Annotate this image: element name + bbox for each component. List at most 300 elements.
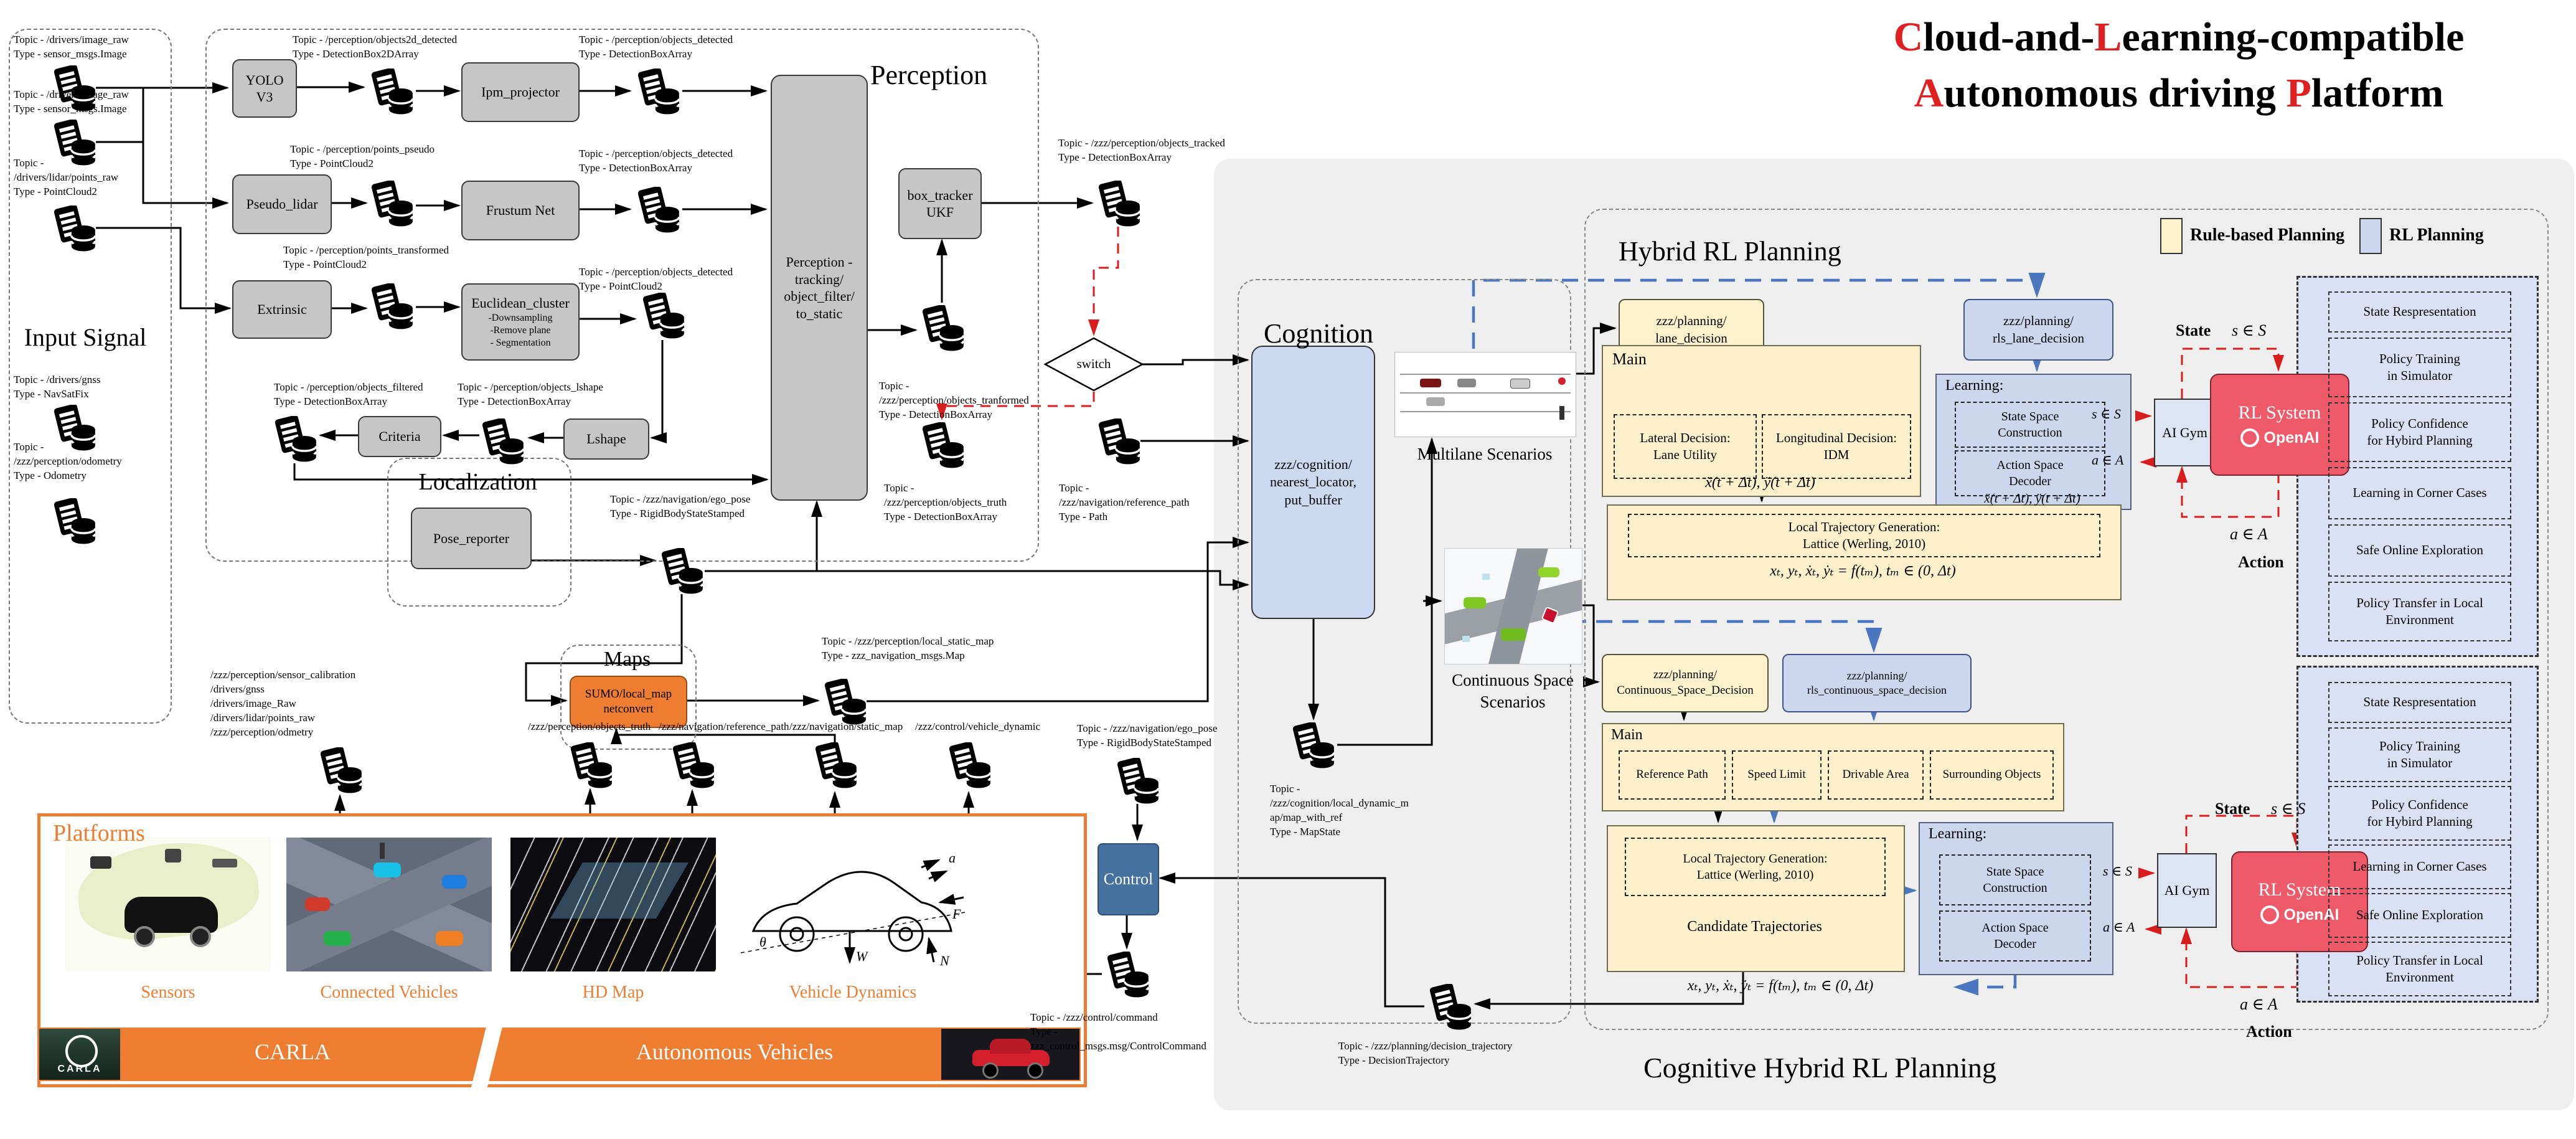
connected-vehicles-illustration <box>286 838 492 971</box>
feature-label: Policy Confidence <box>2371 796 2468 812</box>
localization-title: Localization <box>418 469 537 495</box>
openai-label: OpenAI <box>2263 428 2320 447</box>
feature-safe-exploration <box>2328 893 2511 938</box>
drivable-area-box <box>1828 750 1924 800</box>
database-icon <box>1104 952 1152 999</box>
database-icon <box>369 181 416 228</box>
action-label: Action <box>2238 553 2284 571</box>
multilane-scenario-illustration <box>1394 352 1576 437</box>
main-label: Main <box>1612 350 1647 368</box>
local-trajectory-generation-box <box>1628 514 2100 557</box>
action-label: Action <box>2246 1023 2292 1041</box>
topic-type: Type - Odometry <box>14 470 87 481</box>
box-label: Lateral Decision: <box>1640 430 1731 445</box>
topic-objects-filtered: Topic - /perception/objects_filtered <box>274 381 423 393</box>
node-label: YOLO <box>245 72 284 88</box>
topic-type: Type - RigidBodyStateStamped <box>610 508 745 519</box>
node-label: Extrinsic <box>257 301 307 318</box>
node-label: Control <box>1103 870 1154 888</box>
node-label: Perception - <box>786 254 853 270</box>
legend-label-rl: RL Planning <box>2389 225 2484 245</box>
topic-type: Type - PointCloud2 <box>290 158 374 169</box>
node-label: object_filter/ <box>784 288 855 304</box>
node-sublabel: -Remove plane <box>490 324 551 336</box>
topic-type: Type - DetectionBoxArray <box>884 511 997 522</box>
node-perception-tracking <box>771 75 868 501</box>
topic-odometry: /zzz/perception/odmetry <box>210 726 314 738</box>
box-label: State Space <box>2001 410 2059 423</box>
topic-objects-detected: Topic - /perception/objects_detected <box>579 148 733 159</box>
svg-text:θ: θ <box>759 934 766 950</box>
openai-icon <box>2240 428 2259 447</box>
node-label: RL System <box>2258 879 2341 900</box>
feature-label: Policy Training <box>2379 351 2461 366</box>
node-label: zzz/planning/ <box>1653 668 1718 682</box>
topic-type: Type - DetectionBoxArray <box>1058 151 1172 163</box>
radar-sensor-shape <box>90 856 111 869</box>
topic-image-raw-1: Topic - /drivers/image_raw <box>14 34 129 45</box>
feature-policy-transfer <box>2328 582 2511 641</box>
topic-points-pseudo: Topic - /perception/points_pseudo <box>290 143 435 155</box>
state-label: State <box>2176 321 2211 339</box>
lateral-decision-box <box>1614 414 1757 479</box>
topic-image-raw-2: Topic - /drivers/image_raw <box>14 88 129 100</box>
topic-reference-path: /zzz/navigation/reference_path <box>1059 496 1190 508</box>
state-element-label: s ∈ S <box>2092 406 2121 422</box>
continuous-scenario-illustration <box>1444 548 1582 664</box>
node-label: Frustum Net <box>486 202 555 219</box>
box-label: Construction <box>1998 426 2062 440</box>
node-label: Euclidean_cluster <box>471 295 570 311</box>
topic-control-command: Topic - /zzz/control/command <box>1030 1011 1158 1023</box>
lane-line <box>1400 392 1571 394</box>
car-shape <box>436 931 463 946</box>
node-label: rls_lane_decision <box>1993 330 2084 346</box>
platform-label-sensors: Sensors <box>141 983 195 1002</box>
node-label: zzz/planning/ <box>1846 669 1907 682</box>
database-icon <box>568 742 615 790</box>
node-sublabel: -Downsampling <box>488 312 553 323</box>
hybrid-rl-planning-title: Hybrid RL Planning <box>1619 236 1841 267</box>
node-pseudo-lidar <box>232 174 332 234</box>
topic-type: Type - PointCloud2 <box>579 280 662 292</box>
title-text: utonomous driving <box>1944 70 2287 116</box>
topic-type: Type - sensor_msgs.Image <box>14 48 127 60</box>
surrounding-objects-box <box>1930 750 2054 800</box>
node-label: netconvert <box>603 702 654 716</box>
topic-static-map-label: /zzz/navigation/static_map <box>789 721 903 732</box>
database-icon <box>946 742 994 790</box>
annotation-chip <box>1462 636 1470 642</box>
topic-gnss: /drivers/gnss <box>210 683 265 695</box>
box-label: State Space <box>1986 865 2044 879</box>
feature-corner-cases <box>2328 844 2511 889</box>
state-element-label: s ∈ S <box>2232 321 2267 339</box>
svg-text:a: a <box>949 850 956 866</box>
svg-text:W: W <box>856 948 868 964</box>
box-label: Surrounding Objects <box>1942 768 2041 782</box>
node-label: Criteria <box>378 428 421 445</box>
topic-vehicle-dynamic-label: /zzz/control/vehicle_dynamic <box>915 721 1041 732</box>
platform-label-hd-map: HD Map <box>582 983 644 1002</box>
node-euclidean-cluster <box>461 283 580 361</box>
node-label: nearest_locator, <box>1270 474 1356 490</box>
car-shape <box>1510 379 1530 389</box>
topic-image-raw: /drivers/image_Raw <box>210 697 296 709</box>
legend-swatch-rl <box>2359 218 2382 254</box>
box-label: Reference Path <box>1636 768 1708 782</box>
topic-type: Type - DetectionBoxArray <box>458 395 571 407</box>
topic-local-dynamic-map: /zzz/cognition/local_dynamic_m <box>1270 797 1409 809</box>
topic-type: Type - MapState <box>1270 826 1341 838</box>
reference-path-box <box>1619 750 1726 800</box>
feature-policy-training <box>2328 338 2511 397</box>
car-shape <box>442 875 467 889</box>
node-control <box>1098 843 1159 915</box>
node-label: Lshape <box>586 431 626 447</box>
lane-line <box>1400 411 1571 412</box>
node-label: box_tracker <box>907 187 973 203</box>
acceleration-equation: ẍ(t + Δt), ÿ(t + Δt) <box>1705 475 1815 491</box>
box-label: IDM <box>1823 447 1850 462</box>
box-label: Longitudinal Decision: <box>1775 430 1897 445</box>
box-label: Action Space <box>1981 921 2049 935</box>
title-red-p: P <box>2286 70 2311 116</box>
node-ai-gym-2 <box>2157 853 2217 928</box>
database-icon <box>369 283 416 331</box>
topic-type: Type - zzz_navigation_msgs.Map <box>822 650 965 661</box>
feature-label: Safe Online Exploration <box>2356 907 2484 923</box>
openai-label: OpenAI <box>2283 905 2339 924</box>
node-label: zzz/planning/ <box>2003 313 2074 329</box>
carla-logo-text: CARLA <box>57 1064 102 1074</box>
topic-type: Type - DecisionTrajectory <box>1338 1054 1450 1066</box>
topic-type: Type - NavSatFix <box>14 388 89 400</box>
topic-decision-trajectory: Topic - /zzz/planning/decision_trajectory <box>1338 1040 1513 1052</box>
svg-text:F: F <box>952 906 961 922</box>
node-label: AI Gym <box>2162 424 2207 440</box>
car-cabin-shape <box>990 1039 1031 1054</box>
topic-type: Type - PointCloud2 <box>283 258 367 270</box>
feature-safe-exploration <box>2328 524 2511 577</box>
longitudinal-decision-box <box>1762 414 1911 479</box>
node-rls-continuous-space-decision <box>1782 654 1972 712</box>
box-label: Lane Utility <box>1653 447 1718 462</box>
topic-gnss: Topic - /drivers/gnss <box>14 374 101 385</box>
node-ai-gym-1 <box>2154 399 2216 466</box>
platform-label-vehicle-dynamics: Vehicle Dynamics <box>789 983 917 1002</box>
box-label: Decoder <box>1994 937 2036 951</box>
wheel-shape <box>1027 1062 1043 1079</box>
feature-policy-training <box>2328 727 2511 782</box>
carla-bar-label: CARLA <box>254 1039 331 1064</box>
main-label: Main <box>1611 727 1643 743</box>
box-label: Lattice (Werling, 2010) <box>1696 868 1814 882</box>
car-shape <box>1538 567 1559 577</box>
state-element-label: s ∈ S <box>2103 863 2132 879</box>
feature-label: Learning in Corner Cases <box>2353 485 2487 501</box>
topic-odometry: Topic - <box>14 441 44 453</box>
switch-label: switch <box>1076 356 1111 371</box>
platform-label-connected-vehicles: Connected Vehicles <box>320 983 458 1002</box>
node-label: to_static <box>796 305 843 321</box>
database-icon <box>659 548 706 595</box>
topic-lidar-points: /dirvers/lidar/points_raw <box>210 712 316 724</box>
topic-reference-path-label: /zzz/navigation/reference_path <box>659 721 789 732</box>
annotation-chip <box>1482 574 1490 580</box>
topic-type: Type - sensor_msgs.Image <box>14 103 127 115</box>
action-space-decoder-box <box>1955 450 2105 496</box>
vehicle-dynamics-illustration <box>735 838 971 971</box>
database-icon <box>1096 418 1143 466</box>
node-lshape <box>563 418 649 460</box>
database-icon <box>1427 984 1474 1031</box>
traffic-light-shape <box>380 843 385 859</box>
action-element-label: a ∈ A <box>2092 452 2124 468</box>
input-signal-title: Input Signal <box>24 323 147 351</box>
legend-swatch-rule-based <box>2160 218 2183 254</box>
svg-text:N: N <box>940 953 949 968</box>
box-label: Local Trajectory Generation: <box>1788 519 1940 534</box>
topic-type: Type - DetectionBox2DArray <box>293 48 419 60</box>
node-label: zzz/cognition/ <box>1274 456 1352 472</box>
node-label: RL System <box>2238 402 2321 423</box>
node-pose-reporter <box>411 508 532 569</box>
trajectory-equation-2: xₜ, yₜ, ẋₜ, ẏₜ = f(tₘ), tₘ ∈ (0, Δt) <box>1687 978 1874 994</box>
node-label: UKF <box>926 204 954 220</box>
state-space-construction-box-2 <box>1939 854 2091 905</box>
feature-corner-cases <box>2328 467 2511 519</box>
database-icon <box>317 747 365 795</box>
wheel-shape <box>190 926 211 947</box>
title-red-c: C <box>1893 14 1924 60</box>
topic-control-command: Type - <box>1030 1026 1058 1037</box>
node-yolo-v3 <box>232 59 297 118</box>
cognition-title: Cognition <box>1264 318 1374 349</box>
title-text: earning-compatible <box>2122 14 2465 60</box>
acceleration-equation: ẍ(t + Δt), ÿ(t + Δt) <box>1984 491 2080 506</box>
topic-type: Type - PointCloud2 <box>14 186 97 197</box>
feature-policy-confidence <box>2328 402 2511 462</box>
topic-reference-path: Topic - <box>1059 482 1089 494</box>
feature-label: for Hybird Planning <box>2367 814 2473 829</box>
feature-label: for Hybird Planning <box>2367 433 2473 448</box>
node-label: put_buffer <box>1284 491 1342 508</box>
database-icon <box>640 293 687 340</box>
topic-objects-truth: Topic - <box>884 482 914 494</box>
node-criteria <box>358 416 441 457</box>
database-icon <box>919 305 967 352</box>
lidar-sensor-shape <box>212 859 237 867</box>
topic-points-transformed: Topic - /perception/points_transformed <box>283 244 449 256</box>
title-text: latform <box>2311 70 2444 116</box>
topic-sensor-calibration: /zzz/perception/sensor_calibration <box>210 669 356 681</box>
node-label: lane_decision <box>1655 330 1728 346</box>
node-label: Ipm_projector <box>481 84 560 100</box>
title-text: loud-and- <box>1923 14 2095 60</box>
feature-label: Learning in Corner Cases <box>2353 859 2487 874</box>
action-element-label: a ∈ A <box>2230 525 2268 543</box>
topic-lidar-points: Topic - <box>14 157 44 169</box>
topic-objects-truth: /zzz/perception/objects_truth <box>884 496 1007 508</box>
topic-objects-detected: Topic - /perception/objects_detected <box>579 266 733 278</box>
openai-icon <box>2260 905 2279 924</box>
topic-objects2d: Topic - /perception/objects2d_detected <box>293 34 458 45</box>
feature-label: State Respresentation <box>2363 304 2476 319</box>
topic-type: Type - DetectionBoxArray <box>579 162 692 174</box>
node-label: Pseudo_lidar <box>246 196 318 212</box>
traffic-light-shape <box>1559 406 1564 420</box>
title-red-l: L <box>2094 14 2122 60</box>
database-icon <box>635 69 682 116</box>
node-sublabel: - Segmentation <box>490 337 551 348</box>
topic-objects-detected: Topic - /perception/objects_detected <box>579 34 733 45</box>
topic-ego-pose: Topic - /zzz/navigation/ego_pose <box>610 493 751 505</box>
car-shape <box>374 863 401 877</box>
topic-type: Type - Path <box>1059 511 1108 522</box>
node-label: rls_continuous_space_decision <box>1807 684 1947 696</box>
wheel-shape <box>134 926 155 947</box>
page-title-line1 <box>1787 14 2571 61</box>
topic-ego-pose-2: Topic - /zzz/navigation/ego_pose <box>1077 722 1218 734</box>
feature-label: Safe Online Exploration <box>2356 542 2484 558</box>
database-icon <box>670 742 717 790</box>
node-label: Pose_reporter <box>433 530 510 546</box>
continuous-caption <box>1413 669 1612 713</box>
topic-objects-truth-label: /zzz/perception/objects_truth <box>528 721 651 732</box>
database-icon <box>51 206 98 253</box>
feature-state-representation <box>2328 682 2511 723</box>
caption-line: Scenarios <box>1480 692 1546 712</box>
database-icon <box>369 69 416 116</box>
box-label: Construction <box>1983 881 2047 895</box>
car-shape <box>1501 628 1526 641</box>
topic-objects-tranformed: Topic - <box>879 380 910 392</box>
learning-label: Learning: <box>1945 377 2004 394</box>
hd-map-illustration <box>510 838 716 971</box>
database-icon <box>479 418 527 466</box>
learning-label: Learning: <box>1929 826 1987 842</box>
feature-label: Policy Confidence <box>2371 415 2468 431</box>
page-title-line2 <box>1787 70 2571 117</box>
box-label: Speed Limit <box>1747 768 1806 782</box>
node-label: V3 <box>256 89 273 105</box>
car-shape <box>324 931 351 946</box>
topic-local-dynamic-map: ap/map_with_ref <box>1270 811 1343 823</box>
perception-title: Perception <box>870 60 988 90</box>
legend-label-rule-based: Rule-based Planning <box>2190 225 2345 245</box>
topic-local-dynamic-map: Topic - <box>1270 783 1300 795</box>
sensors-illustration <box>65 838 271 971</box>
state-space-construction-box <box>1955 402 2105 448</box>
candidate-trajectories-label: Candidate Trajectories <box>1687 919 1822 935</box>
database-icon <box>919 422 967 470</box>
camera-sensor-shape <box>165 849 181 863</box>
state-element-label: s ∈ S <box>2271 800 2306 818</box>
topic-lidar-points: /drivers/lidar/points_raw <box>14 171 119 183</box>
database-icon <box>51 498 98 546</box>
feature-label: in Simulator <box>2387 368 2453 383</box>
title-red-a: A <box>1914 70 1944 116</box>
box-label: Decoder <box>2009 475 2051 488</box>
cognitive-hybrid-rl-planning-title: Cognitive Hybrid RL Planning <box>1643 1052 1996 1084</box>
topic-local-static-map: Topic - /zzz/perception/local_static_map <box>822 635 994 647</box>
car-shape <box>1426 397 1445 406</box>
database-icon <box>635 187 682 234</box>
node-rls-lane-decision <box>1963 299 2113 361</box>
car-shape <box>1464 597 1486 608</box>
wheel-shape <box>982 1062 999 1079</box>
node-label: Continuous_Space_Decision <box>1617 684 1754 697</box>
feature-label: Policy Transfer in Local <box>2356 595 2483 610</box>
feature-label: Policy Training <box>2379 738 2461 754</box>
platforms-title: Platforms <box>53 820 145 846</box>
node-extrinsic <box>232 280 332 339</box>
database-icon <box>812 742 860 790</box>
topic-objects-tracked: Topic - /zzz/perception/objects_tracked <box>1058 137 1225 149</box>
carla-logo-ring <box>65 1035 98 1067</box>
speed-limit-box <box>1732 750 1822 800</box>
vehicle-dynamics-sketch <box>735 838 971 971</box>
goal-point-dot <box>1558 377 1566 385</box>
database-icon <box>1096 181 1143 228</box>
database-icon <box>272 416 319 463</box>
node-label: SUMO/local_map <box>585 688 672 701</box>
car-shape <box>1420 379 1441 387</box>
action-element-label: a ∈ A <box>2240 995 2278 1013</box>
topic-type: Type - DetectionBoxArray <box>579 48 692 60</box>
topic-type: Type - RigidBodyStateStamped <box>1077 737 1212 749</box>
topic-objects-lshape: Topic - /perception/objects_lshape <box>458 381 603 393</box>
node-label: zzz/planning/ <box>1656 313 1727 329</box>
node-label: AI Gym <box>2164 882 2210 898</box>
action-element-label: a ∈ A <box>2103 919 2135 935</box>
database-icon <box>1290 722 1337 770</box>
box-label: Lattice (Werling, 2010) <box>1802 536 1926 551</box>
node-ipm-projector <box>461 62 580 122</box>
caption-line: Continuous Space <box>1452 671 1574 689</box>
node-box-tracker-ukf <box>898 168 982 239</box>
car-shape <box>1457 379 1476 387</box>
feature-label: Environment <box>2386 970 2454 985</box>
feature-state-representation <box>2328 291 2511 333</box>
node-label: tracking/ <box>794 271 844 287</box>
state-label: State <box>2215 800 2250 818</box>
local-trajectory-generation-box-2 <box>1625 838 1886 896</box>
topic-objects-tranformed: /zzz/perception/objects_tranformed <box>879 394 1029 406</box>
topic-type: Type - DetectionBoxArray <box>274 395 387 407</box>
feature-label: State Respresentation <box>2363 694 2476 710</box>
feature-label: in Simulator <box>2387 755 2453 770</box>
feature-policy-confidence <box>2328 786 2511 841</box>
lane-line <box>1400 374 1571 375</box>
trajectory-equation: xₜ, yₜ, ẋₜ, ẏₜ = f(tₘ), tₘ ∈ (0, Δt) <box>1770 563 1956 579</box>
node-frustum-net <box>461 181 580 240</box>
topic-odometry: /zzz/perception/odometry <box>14 455 122 467</box>
action-space-decoder-box-2 <box>1939 910 2091 962</box>
node-nearest-locator <box>1251 346 1375 619</box>
car-shape <box>305 897 330 911</box>
multilane-caption: Multilane Scenarios <box>1417 445 1553 463</box>
feature-policy-transfer <box>2328 942 2511 996</box>
feature-label: Environment <box>2386 612 2454 627</box>
carla-logo-tile <box>39 1029 120 1080</box>
maps-title: Maps <box>603 648 651 671</box>
feature-label: Policy Transfer in Local <box>2356 952 2483 968</box>
box-label: Action Space <box>1996 458 2064 472</box>
topic-type: zzz_control_msgs.msg/ControlCommand <box>1030 1040 1206 1052</box>
node-continuous-space-decision <box>1602 654 1769 712</box>
